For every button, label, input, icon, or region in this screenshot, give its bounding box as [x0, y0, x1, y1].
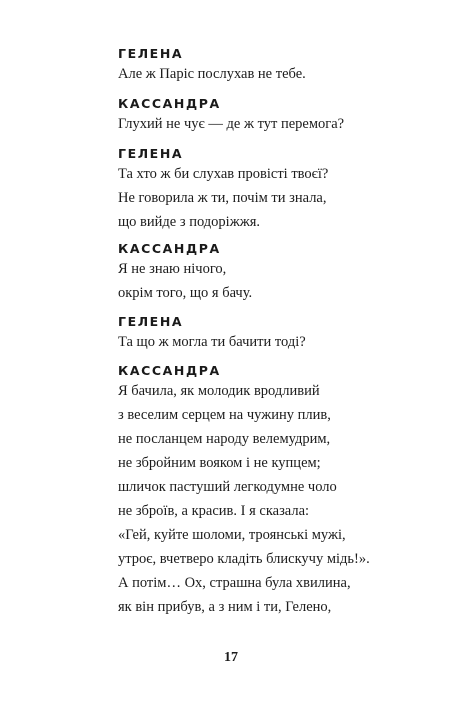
dialogue-block-helena-2	[118, 145, 448, 234]
verse-line: «Гей, куйте шоломи, троянські мужі,	[118, 527, 346, 543]
dialogue-block-kassandra-3	[118, 362, 448, 619]
verse-line: що вийде з подоріжжя.	[118, 214, 261, 230]
speaker-name: ГЕЛЕНА	[118, 46, 184, 61]
verse-line: утроє, вчетверо кладіть блискучу мідь!».	[118, 551, 370, 567]
verse-line: А потім… Ох, страшна була хвилина,	[118, 575, 351, 591]
speaker-name: КАССАНДРА	[118, 96, 221, 111]
verse-line: Та що ж могла ти бачити тоді?	[118, 334, 306, 350]
verse-line: Та хто ж би слухав провісті твоєї?	[118, 166, 329, 182]
verse-line: Глухий не чує — де ж тут перемога?	[118, 116, 345, 132]
verse-line: не збройним вояком і не купцем;	[118, 455, 321, 471]
verse-line: Але ж Паріс послухав не тебе.	[118, 66, 306, 82]
verse-line: не посланцем народу велемудрим,	[118, 431, 331, 447]
page-number: 17	[224, 650, 238, 665]
speaker-name: КАССАНДРА	[118, 241, 221, 256]
verse-line: Я бачила, як молодик вродливий	[118, 383, 320, 399]
verse-line: Не говорила ж ти, почім ти знала,	[118, 190, 327, 206]
speaker-name: КАССАНДРА	[118, 363, 221, 378]
dialogue-block-kassandra-2	[118, 240, 448, 305]
speaker-name: ГЕЛЕНА	[118, 146, 184, 161]
dialogue-block-helena-3	[118, 313, 448, 354]
verse-line: не зброїв, а красив. І я сказала:	[118, 503, 310, 519]
dialogue-block-helena-1	[118, 45, 448, 86]
verse-line: шличок пастуший легкодумне чоло	[118, 479, 337, 495]
speaker-name: ГЕЛЕНА	[118, 314, 184, 329]
dialogue-block-kassandra-1	[118, 95, 448, 136]
verse-line: як він прибув, а з ним і ти, Гелено,	[118, 599, 332, 615]
verse-line: з веселим серцем на чужину плив,	[118, 407, 331, 423]
verse-line: окрім того, що я бачу.	[118, 285, 253, 301]
verse-line: Я не знаю нічого,	[118, 261, 227, 277]
